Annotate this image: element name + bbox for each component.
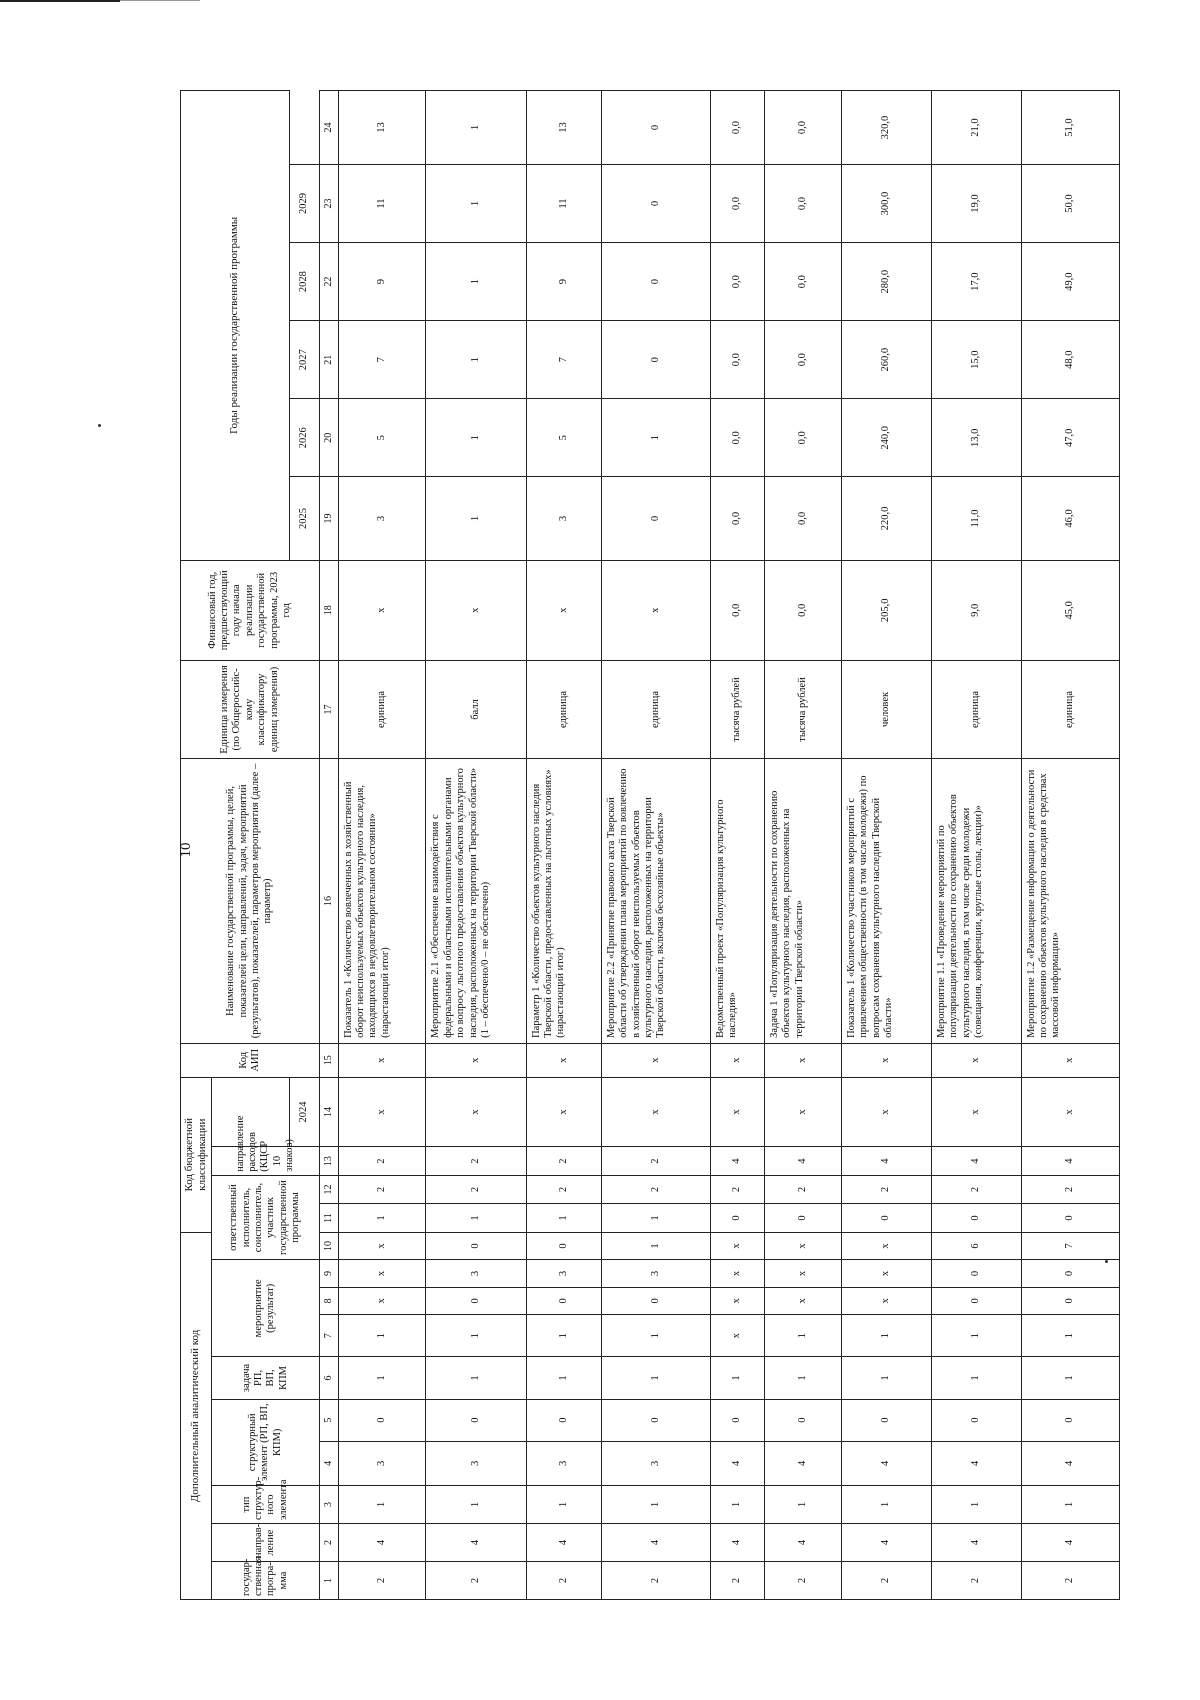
unit-cell: тысяча рублей bbox=[710, 660, 764, 758]
item-name-cell: Задача 1 «Популяризация деятельности по сохранению объектов культурного наследия, расположенных на территории Тверской области» bbox=[764, 759, 841, 1044]
code-cell: 2 bbox=[1021, 1175, 1119, 1203]
unit-cell: единица bbox=[601, 660, 710, 758]
unit-cell: балл bbox=[426, 660, 526, 758]
year-value-cell: 0,0 bbox=[710, 321, 764, 399]
code-cell: 3 bbox=[601, 1441, 710, 1485]
code-cell: 1 bbox=[338, 1315, 426, 1357]
column-number: 11 bbox=[319, 1204, 338, 1232]
header-prev-year: Финансовый год, предшествующий году начала реализации государственной программы, 2023 год bbox=[181, 560, 320, 660]
item-name-cell: Параметр 1 «Количество объектов культурного наследия Тверской области, предоставленных на льготных условиях» (нарастающий итог) bbox=[526, 759, 601, 1044]
code-cell: 0 bbox=[931, 1204, 1021, 1232]
code-cell: х bbox=[931, 1077, 1021, 1147]
code-cell: х bbox=[338, 1043, 426, 1077]
code-cell: 4 bbox=[764, 1524, 841, 1562]
code-cell: х bbox=[338, 1232, 426, 1260]
code-cell: 1 bbox=[338, 1357, 426, 1399]
code-cell: 4 bbox=[1021, 1441, 1119, 1485]
code-cell: 0 bbox=[526, 1399, 601, 1441]
code-cell: х bbox=[338, 1077, 426, 1147]
code-cell: 1 bbox=[526, 1357, 601, 1399]
unit-cell: единица bbox=[931, 660, 1021, 758]
table-row bbox=[601, 91, 710, 1600]
code-cell: 4 bbox=[931, 1147, 1021, 1175]
year-value-cell: 47,0 bbox=[1021, 399, 1119, 477]
header-meropr: мероприятие (результат) bbox=[211, 1260, 319, 1357]
code-cell: х bbox=[710, 1043, 764, 1077]
code-cell: х bbox=[764, 1232, 841, 1260]
year-value-cell: 0,0 bbox=[764, 165, 841, 243]
table-row bbox=[526, 91, 601, 1600]
code-cell: х bbox=[931, 1043, 1021, 1077]
year-value-cell: 0 bbox=[601, 477, 710, 560]
code-cell: х bbox=[764, 1260, 841, 1287]
code-cell: 4 bbox=[931, 1524, 1021, 1562]
header-year: 2024 bbox=[289, 1077, 319, 1147]
column-number: 24 bbox=[319, 91, 338, 165]
year-value-cell: 220,0 bbox=[842, 477, 932, 560]
column-number: 16 bbox=[319, 759, 338, 1044]
year-value-cell: 13 bbox=[338, 91, 426, 165]
column-number: 5 bbox=[319, 1399, 338, 1441]
code-cell: 1 bbox=[842, 1315, 932, 1357]
prev-year-cell: 9,0 bbox=[931, 560, 1021, 660]
code-cell: 1 bbox=[426, 1486, 526, 1524]
header-year: 2028 bbox=[289, 243, 319, 321]
column-number: 10 bbox=[319, 1232, 338, 1260]
header-year: 2025 bbox=[289, 477, 319, 560]
column-number-row bbox=[319, 91, 338, 1600]
code-cell: 2 bbox=[931, 1175, 1021, 1203]
code-cell: 3 bbox=[338, 1441, 426, 1485]
code-cell: 0 bbox=[526, 1232, 601, 1260]
year-value-cell: 0,0 bbox=[764, 321, 841, 399]
code-cell: х bbox=[842, 1232, 932, 1260]
code-cell: 0 bbox=[842, 1204, 932, 1232]
code-cell: 4 bbox=[842, 1147, 932, 1175]
table-row bbox=[764, 91, 841, 1600]
code-cell: 1 bbox=[931, 1486, 1021, 1524]
code-cell: 2 bbox=[338, 1147, 426, 1175]
prev-year-cell: 0,0 bbox=[710, 560, 764, 660]
unit-cell: единица bbox=[1021, 660, 1119, 758]
prev-year-cell: 205,0 bbox=[842, 560, 932, 660]
code-cell: 1 bbox=[601, 1357, 710, 1399]
year-value-cell: 1 bbox=[601, 399, 710, 477]
year-value-cell: 1 bbox=[426, 477, 526, 560]
column-number: 22 bbox=[319, 243, 338, 321]
header-napr: направ-ление bbox=[211, 1524, 319, 1562]
code-cell: 1 bbox=[338, 1204, 426, 1232]
code-cell: 0 bbox=[426, 1287, 526, 1314]
scan-speck bbox=[98, 424, 101, 427]
code-cell: 3 bbox=[601, 1260, 710, 1287]
code-cell: 4 bbox=[931, 1441, 1021, 1485]
code-cell: 2 bbox=[338, 1562, 426, 1600]
year-value-cell: 320,0 bbox=[842, 91, 932, 165]
column-number: 15 bbox=[319, 1043, 338, 1077]
code-cell: 1 bbox=[842, 1486, 932, 1524]
code-cell: 1 bbox=[338, 1486, 426, 1524]
code-cell: 6 bbox=[931, 1232, 1021, 1260]
code-cell: 2 bbox=[764, 1562, 841, 1600]
column-number: 13 bbox=[319, 1147, 338, 1175]
code-cell: 1 bbox=[764, 1315, 841, 1357]
unit-cell: единица bbox=[526, 660, 601, 758]
code-cell: 3 bbox=[526, 1441, 601, 1485]
year-value-cell: 0,0 bbox=[764, 399, 841, 477]
code-cell: 3 bbox=[426, 1441, 526, 1485]
year-value-cell: 1 bbox=[426, 91, 526, 165]
code-cell: 1 bbox=[1021, 1315, 1119, 1357]
code-cell: 4 bbox=[526, 1524, 601, 1562]
item-name-cell: Мероприятие 2.2 «Принятие правового акта Тверской области об утверждении плана мероприятий по вовлечению в хозяйственный оборот неиспользуемых объектов культурного наследия, расположенных на территории Тверской области, включая бесхозяйные объекты» bbox=[601, 759, 710, 1044]
prev-year-cell: 0,0 bbox=[764, 560, 841, 660]
code-cell: 2 bbox=[338, 1175, 426, 1203]
table-row bbox=[338, 91, 426, 1600]
column-number: 17 bbox=[319, 660, 338, 758]
code-cell: 4 bbox=[764, 1147, 841, 1175]
code-cell: 2 bbox=[931, 1562, 1021, 1600]
code-cell: 1 bbox=[764, 1486, 841, 1524]
year-value-cell: 0,0 bbox=[710, 399, 764, 477]
year-value-cell: 13,0 bbox=[931, 399, 1021, 477]
code-cell: 1 bbox=[526, 1315, 601, 1357]
code-cell: 4 bbox=[426, 1524, 526, 1562]
code-cell: х bbox=[764, 1287, 841, 1314]
table-row bbox=[842, 91, 932, 1600]
program-table bbox=[180, 90, 1120, 1600]
year-value-cell: 1 bbox=[426, 399, 526, 477]
code-cell: 2 bbox=[1021, 1562, 1119, 1600]
prev-year-cell: 45,0 bbox=[1021, 560, 1119, 660]
code-cell: 4 bbox=[338, 1524, 426, 1562]
year-value-cell: 46,0 bbox=[1021, 477, 1119, 560]
year-value-cell: 0,0 bbox=[764, 91, 841, 165]
year-value-cell: 7 bbox=[526, 321, 601, 399]
code-cell: 0 bbox=[931, 1399, 1021, 1441]
year-value-cell: 11 bbox=[526, 165, 601, 243]
year-value-cell: 50,0 bbox=[1021, 165, 1119, 243]
column-number: 20 bbox=[319, 399, 338, 477]
column-number: 8 bbox=[319, 1287, 338, 1314]
code-cell: х bbox=[710, 1287, 764, 1314]
code-cell: 2 bbox=[526, 1562, 601, 1600]
code-cell: 1 bbox=[601, 1232, 710, 1260]
year-value-cell: 280,0 bbox=[842, 243, 932, 321]
header-aip: Код АИП bbox=[181, 1043, 320, 1077]
code-cell: 0 bbox=[426, 1232, 526, 1260]
code-cell: 4 bbox=[710, 1147, 764, 1175]
year-value-cell: 300,0 bbox=[842, 165, 932, 243]
item-name-cell: Мероприятие 2.1 «Обеспечение взаимодействия с федеральными и областными исполнительными органами по вопросу льготного предоставления объектов культурного наследия, расположенных на территории Тверской области» (1 – обеспечено/0 – не обеспечено) bbox=[426, 759, 526, 1044]
year-value-cell: 0,0 bbox=[710, 477, 764, 560]
code-cell: 0 bbox=[931, 1287, 1021, 1314]
code-cell: х bbox=[710, 1260, 764, 1287]
code-cell: 4 bbox=[842, 1441, 932, 1485]
rotated-table-sheet bbox=[180, 90, 1120, 1600]
code-cell: 1 bbox=[526, 1486, 601, 1524]
code-cell: 1 bbox=[1021, 1486, 1119, 1524]
code-cell: х bbox=[526, 1043, 601, 1077]
code-cell: 0 bbox=[1021, 1260, 1119, 1287]
table-row bbox=[1021, 91, 1119, 1600]
year-value-cell: 49,0 bbox=[1021, 243, 1119, 321]
code-cell: х bbox=[842, 1077, 932, 1147]
year-value-cell: 19,0 bbox=[931, 165, 1021, 243]
code-cell: 1 bbox=[710, 1357, 764, 1399]
code-cell: 2 bbox=[710, 1562, 764, 1600]
top-edge-line bbox=[0, 0, 120, 2]
header-tip: тип структур-ного элемента bbox=[211, 1486, 319, 1524]
column-number: 21 bbox=[319, 321, 338, 399]
table-row bbox=[710, 91, 764, 1600]
header-name: Наименование государственной программы, целей, показателей цели, направлений, задач, мероприятий (результатов), показателей, параметров мероприятия (далее – параметр) bbox=[181, 759, 320, 1044]
code-cell: х bbox=[526, 1077, 601, 1147]
year-value-cell: 5 bbox=[338, 399, 426, 477]
unit-cell: тысяча рублей bbox=[764, 660, 841, 758]
header-budget-code: Код бюджетной классификации bbox=[181, 1077, 212, 1232]
item-name-cell: Показатель 1 «Количество вовлеченных в хозяйственный оборот неиспользуемых объектов культурного наследия, находящихся в неудовлетворительном состоянии» (нарастающий итог) bbox=[338, 759, 426, 1044]
code-cell: 0 bbox=[842, 1399, 932, 1441]
code-cell: 1 bbox=[426, 1357, 526, 1399]
code-cell: 1 bbox=[426, 1204, 526, 1232]
year-value-cell: 48,0 bbox=[1021, 321, 1119, 399]
code-cell: х bbox=[1021, 1043, 1119, 1077]
code-cell: 2 bbox=[426, 1147, 526, 1175]
code-cell: 1 bbox=[601, 1486, 710, 1524]
code-cell: х bbox=[1021, 1077, 1119, 1147]
code-cell: 0 bbox=[1021, 1399, 1119, 1441]
unit-cell: единица bbox=[338, 660, 426, 758]
code-cell: 2 bbox=[601, 1147, 710, 1175]
code-cell: 2 bbox=[842, 1175, 932, 1203]
year-value-cell: 1 bbox=[426, 243, 526, 321]
code-cell: 2 bbox=[526, 1147, 601, 1175]
code-cell: 1 bbox=[426, 1315, 526, 1357]
page-number: 10 bbox=[178, 842, 194, 858]
code-cell: х bbox=[601, 1043, 710, 1077]
code-cell: 1 bbox=[764, 1357, 841, 1399]
year-value-cell: 0,0 bbox=[710, 165, 764, 243]
header-year: 2029 bbox=[289, 165, 319, 243]
code-cell: 1 bbox=[526, 1204, 601, 1232]
column-number: 3 bbox=[319, 1486, 338, 1524]
column-number: 14 bbox=[319, 1077, 338, 1147]
code-cell: 2 bbox=[601, 1175, 710, 1203]
code-cell: 1 bbox=[842, 1357, 932, 1399]
code-cell: 1 bbox=[601, 1204, 710, 1232]
column-number: 12 bbox=[319, 1175, 338, 1203]
header-dop-code: Дополнительный аналитический код bbox=[181, 1232, 212, 1599]
year-value-cell: 0 bbox=[601, 165, 710, 243]
code-cell: 2 bbox=[526, 1175, 601, 1203]
top-edge-line-faint bbox=[120, 0, 200, 1]
table-row bbox=[931, 91, 1021, 1600]
code-cell: х bbox=[710, 1077, 764, 1147]
code-cell: х bbox=[764, 1043, 841, 1077]
header-years-group: Годы реализации государственной программы bbox=[181, 91, 290, 561]
code-cell: х bbox=[338, 1287, 426, 1314]
column-number: 6 bbox=[319, 1357, 338, 1399]
column-number: 2 bbox=[319, 1524, 338, 1562]
code-cell: 2 bbox=[842, 1562, 932, 1600]
code-cell: 2 bbox=[710, 1175, 764, 1203]
column-number: 23 bbox=[319, 165, 338, 243]
code-cell: 4 bbox=[710, 1441, 764, 1485]
year-value-cell: 11 bbox=[338, 165, 426, 243]
code-cell: 2 bbox=[764, 1175, 841, 1203]
year-value-cell: 240,0 bbox=[842, 399, 932, 477]
code-cell: 2 bbox=[426, 1175, 526, 1203]
year-value-cell: 17,0 bbox=[931, 243, 1021, 321]
year-value-cell: 9 bbox=[526, 243, 601, 321]
column-number: 18 bbox=[319, 560, 338, 660]
year-value-cell: 0,0 bbox=[710, 243, 764, 321]
year-value-cell: 13 bbox=[526, 91, 601, 165]
code-cell: 2 bbox=[601, 1562, 710, 1600]
header-year: 2026 bbox=[289, 399, 319, 477]
prev-year-cell: х bbox=[338, 560, 426, 660]
column-number: 1 bbox=[319, 1562, 338, 1600]
year-value-cell: 51,0 bbox=[1021, 91, 1119, 165]
header-gos-prog: государ-ственная програ-мма bbox=[211, 1562, 319, 1600]
year-value-cell: 0,0 bbox=[710, 91, 764, 165]
code-cell: 0 bbox=[764, 1399, 841, 1441]
code-cell: 0 bbox=[601, 1287, 710, 1314]
year-value-cell: 21,0 bbox=[931, 91, 1021, 165]
header-struct: структурный элемент (РП, ВП, КПМ) bbox=[211, 1399, 319, 1486]
code-cell: 0 bbox=[710, 1399, 764, 1441]
code-cell: 4 bbox=[1021, 1147, 1119, 1175]
code-cell: 1 bbox=[601, 1315, 710, 1357]
column-number: 19 bbox=[319, 477, 338, 560]
code-cell: 1 bbox=[710, 1486, 764, 1524]
code-cell: 0 bbox=[426, 1399, 526, 1441]
year-value-cell: 0 bbox=[601, 321, 710, 399]
header-year: 2027 bbox=[289, 321, 319, 399]
item-name-cell: Ведомственный проект «Популяризация культурного наследия» bbox=[710, 759, 764, 1044]
code-cell: 0 bbox=[1021, 1204, 1119, 1232]
code-cell: 4 bbox=[764, 1441, 841, 1485]
code-cell: 0 bbox=[526, 1287, 601, 1314]
code-cell: 4 bbox=[1021, 1524, 1119, 1562]
table-row bbox=[426, 91, 526, 1600]
year-value-cell: 3 bbox=[338, 477, 426, 560]
prev-year-cell: х bbox=[526, 560, 601, 660]
code-cell: х bbox=[426, 1043, 526, 1077]
code-cell: 0 bbox=[764, 1204, 841, 1232]
code-cell: х bbox=[842, 1043, 932, 1077]
code-cell: 0 bbox=[338, 1399, 426, 1441]
year-value-cell: 0 bbox=[601, 243, 710, 321]
code-cell: 0 bbox=[601, 1399, 710, 1441]
item-name-cell: Показатель 1 «Количество участников мероприятий с привлечением общественности (в том числе молодежи) по вопросам сохранения культурного наследия Тверской области» bbox=[842, 759, 932, 1044]
year-value-cell: 0,0 bbox=[764, 477, 841, 560]
year-value-cell: 11,0 bbox=[931, 477, 1021, 560]
year-value-cell: 0 bbox=[601, 91, 710, 165]
item-name-cell: Мероприятие 1.2 «Размещение информации о деятельности по сохранению объектов культурного наследия в средствах массовой информации» bbox=[1021, 759, 1119, 1044]
code-cell: х bbox=[338, 1260, 426, 1287]
year-value-cell: 1 bbox=[426, 321, 526, 399]
code-cell: 0 bbox=[931, 1260, 1021, 1287]
code-cell: 3 bbox=[526, 1260, 601, 1287]
year-value-cell: 15,0 bbox=[931, 321, 1021, 399]
year-value-cell: 3 bbox=[526, 477, 601, 560]
code-cell: 0 bbox=[1021, 1287, 1119, 1314]
unit-cell: человек bbox=[842, 660, 932, 758]
code-cell: 1 bbox=[931, 1315, 1021, 1357]
code-cell: 7 bbox=[1021, 1232, 1119, 1260]
year-value-cell: 5 bbox=[526, 399, 601, 477]
code-cell: 4 bbox=[710, 1524, 764, 1562]
code-cell: х bbox=[426, 1077, 526, 1147]
header-otv: ответственный исполнитель, соисполнитель, участник государственной программы bbox=[211, 1175, 319, 1259]
prev-year-cell: х bbox=[601, 560, 710, 660]
code-cell: 3 bbox=[426, 1260, 526, 1287]
column-number: 7 bbox=[319, 1315, 338, 1357]
code-cell: х bbox=[764, 1077, 841, 1147]
code-cell: 0 bbox=[710, 1204, 764, 1232]
year-value-cell: 260,0 bbox=[842, 321, 932, 399]
year-value-cell: 7 bbox=[338, 321, 426, 399]
year-value-cell: 0,0 bbox=[764, 243, 841, 321]
code-cell: х bbox=[842, 1260, 932, 1287]
header-rashod: направление расходов (КЦСР 10 знаков) bbox=[211, 1147, 319, 1175]
column-number: 4 bbox=[319, 1441, 338, 1485]
year-value-cell: 1 bbox=[426, 165, 526, 243]
code-cell: 4 bbox=[601, 1524, 710, 1562]
column-number: 9 bbox=[319, 1260, 338, 1287]
item-name-cell: Мероприятие 1.1 «Проведение мероприятий по популяризации деятельности по сохранению объектов культурного наследия, в том числе среди молодежи (совещания, конференции, круглые столы, лекции)» bbox=[931, 759, 1021, 1044]
code-cell: х bbox=[601, 1077, 710, 1147]
code-cell: 4 bbox=[842, 1524, 932, 1562]
code-cell: 1 bbox=[1021, 1357, 1119, 1399]
code-cell: х bbox=[710, 1315, 764, 1357]
header-unit: Единица измерения (по Общероссийс-кому классификатору единиц измерения) bbox=[181, 660, 320, 758]
code-cell: х bbox=[710, 1232, 764, 1260]
prev-year-cell: х bbox=[426, 560, 526, 660]
code-cell: 2 bbox=[426, 1562, 526, 1600]
year-value-cell: 9 bbox=[338, 243, 426, 321]
code-cell: 1 bbox=[931, 1357, 1021, 1399]
header-zadacha: задача РП, ВП, КПМ bbox=[211, 1357, 319, 1399]
code-cell: х bbox=[842, 1287, 932, 1314]
